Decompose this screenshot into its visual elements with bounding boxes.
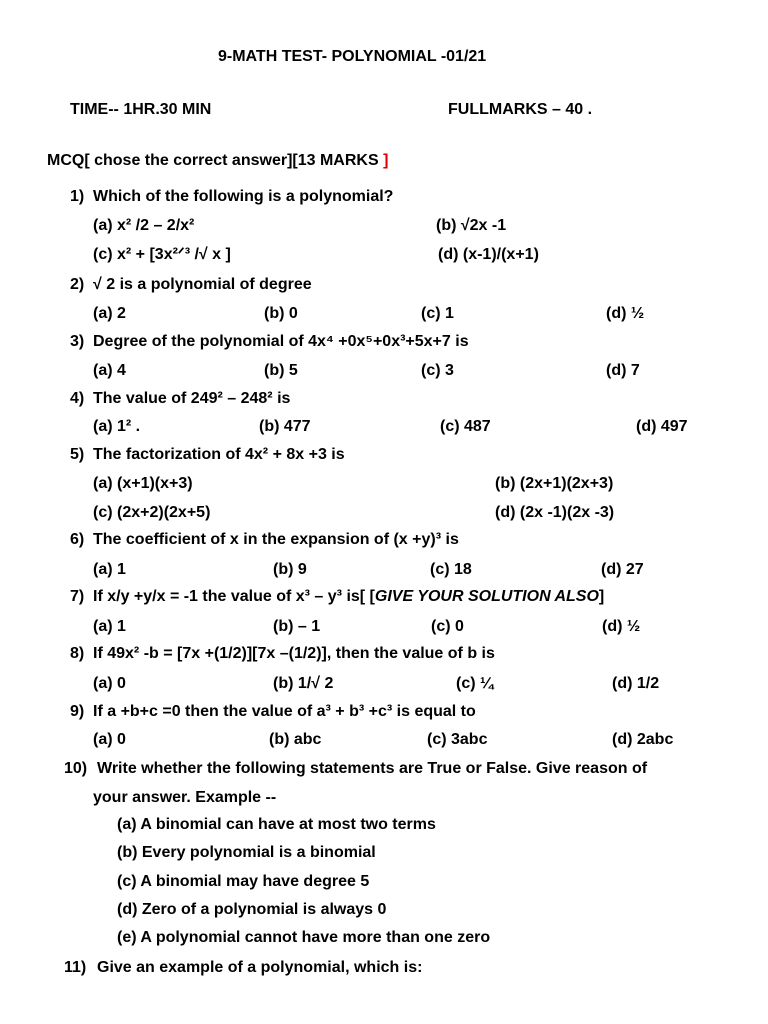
q9-option-d: (d) 2abc	[612, 731, 674, 748]
q4-option-d: (d) 497	[636, 418, 688, 435]
section-label: MCQ[ chose the correct answer][13 MARKS	[47, 152, 384, 169]
q5-option-b: (b) (2x+1)(2x+3)	[495, 475, 614, 492]
q2-text: √ 2 is a polynomial of degree	[93, 276, 312, 293]
q10-number: 10)	[64, 760, 88, 777]
q5-option-c: (c) (2x+2)(2x+5)	[93, 504, 211, 521]
q9-option-a: (a) 0	[93, 731, 126, 748]
q1-option-c: (c) x² + [3x²ᐟ³ /√ x ]	[93, 246, 231, 263]
q4-option-c: (c) 487	[440, 418, 491, 435]
q10-statement-c: (c) A binomial may have degree 5	[117, 873, 370, 890]
q4-option-b: (b) 477	[259, 418, 311, 435]
q7-option-c: (c) 0	[431, 618, 464, 635]
time-label: TIME-- 1HR.30 MIN	[70, 101, 212, 118]
q3-option-b: (b) 5	[264, 362, 298, 379]
q3-option-a: (a) 4	[93, 362, 126, 379]
q5-option-d: (d) (2x -1)(2x -3)	[495, 504, 615, 521]
q10-text: Write whether the following statements are True or False. Give reason of	[97, 760, 648, 777]
q4-option-a: (a) 1² .	[93, 418, 141, 435]
q9-number: 9)	[70, 703, 85, 720]
q8-option-a: (a) 0	[93, 675, 126, 692]
q1-option-a: (a) x² /2 – 2/x²	[93, 217, 195, 234]
q8-number: 8)	[70, 645, 85, 662]
q2-option-d: (d) ½	[606, 305, 645, 322]
q7-text-line	[93, 587, 604, 607]
q7-text: If x/y +y/x = -1 the value of x³ – y³ is[ [	[93, 588, 375, 605]
q6-option-d: (d) 27	[601, 561, 644, 578]
q8-option-b: (b) 1/√ 2	[273, 675, 334, 692]
q5-number: 5)	[70, 446, 85, 463]
q1-option-d: (d) (x-1)/(x+1)	[438, 246, 539, 263]
q10-statement-a: (a) A binomial can have at most two terms	[117, 816, 436, 833]
q2-option-b: (b) 0	[264, 305, 298, 322]
q2-option-a: (a) 2	[93, 305, 126, 322]
q1-option-b: (b) √2x -1	[436, 217, 507, 234]
test-title: 9-MATH TEST- POLYNOMIAL -01/21	[218, 48, 487, 65]
q10-statement-e: (e) A polynomial cannot have more than one zero	[117, 929, 491, 946]
q7-text-end: ]	[598, 588, 605, 605]
q5-option-a: (a) (x+1)(x+3)	[93, 475, 193, 492]
q8-text: If 49x² -b = [7x +(1/2)][7x –(1/2)], then the value of b is	[93, 645, 495, 662]
q4-number: 4)	[70, 390, 85, 407]
q6-text: The coefficient of x in the expansion of (x +y)³ is	[93, 531, 459, 548]
q2-number: 2)	[70, 276, 85, 293]
q9-option-b: (b) abc	[269, 731, 322, 748]
q5-text: The factorization of 4x² + 8x +3 is	[93, 446, 345, 463]
section-bracket: ]	[383, 152, 389, 169]
q11-text: Give an example of a polynomial, which is:	[97, 959, 423, 976]
q7-instruction: GIVE YOUR SOLUTION ALSO	[374, 588, 599, 605]
q6-option-a: (a) 1	[93, 561, 126, 578]
q10-text-continued: your answer. Example --	[93, 789, 277, 806]
q3-option-c: (c) 3	[421, 362, 454, 379]
q10-statement-b: (b) Every polynomial is a binomial	[117, 844, 376, 861]
q3-option-d: (d) 7	[606, 362, 640, 379]
q7-number: 7)	[70, 588, 85, 605]
q11-number: 11)	[64, 959, 87, 976]
q6-number: 6)	[70, 531, 85, 548]
q1-text: Which of the following is a polynomial?	[93, 188, 394, 205]
q9-option-c: (c) 3abc	[427, 731, 488, 748]
q10-statement-d: (d) Zero of a polynomial is always 0	[117, 901, 387, 918]
q7-option-b: (b) – 1	[273, 618, 321, 635]
q6-option-b: (b) 9	[273, 561, 307, 578]
section-heading	[47, 151, 388, 171]
q7-option-d: (d) ½	[602, 618, 641, 635]
q7-option-a: (a) 1	[93, 618, 126, 635]
q3-text: Degree of the polynomial of 4x⁴ +0x⁵+0x³+5x+7 is	[93, 333, 469, 350]
q8-option-d: (d) 1/2	[612, 675, 660, 692]
fullmarks-label: FULLMARKS – 40 .	[448, 101, 593, 118]
q6-option-c: (c) 18	[430, 561, 472, 578]
q3-number: 3)	[70, 333, 85, 350]
q1-number: 1)	[70, 188, 85, 205]
q2-option-c: (c) 1	[421, 305, 454, 322]
q8-option-c: (c) ¼	[456, 675, 494, 692]
q9-text: If a +b+c =0 then the value of a³ + b³ +c³ is equal to	[93, 703, 476, 720]
q4-text: The value of 249² – 248² is	[93, 390, 291, 407]
